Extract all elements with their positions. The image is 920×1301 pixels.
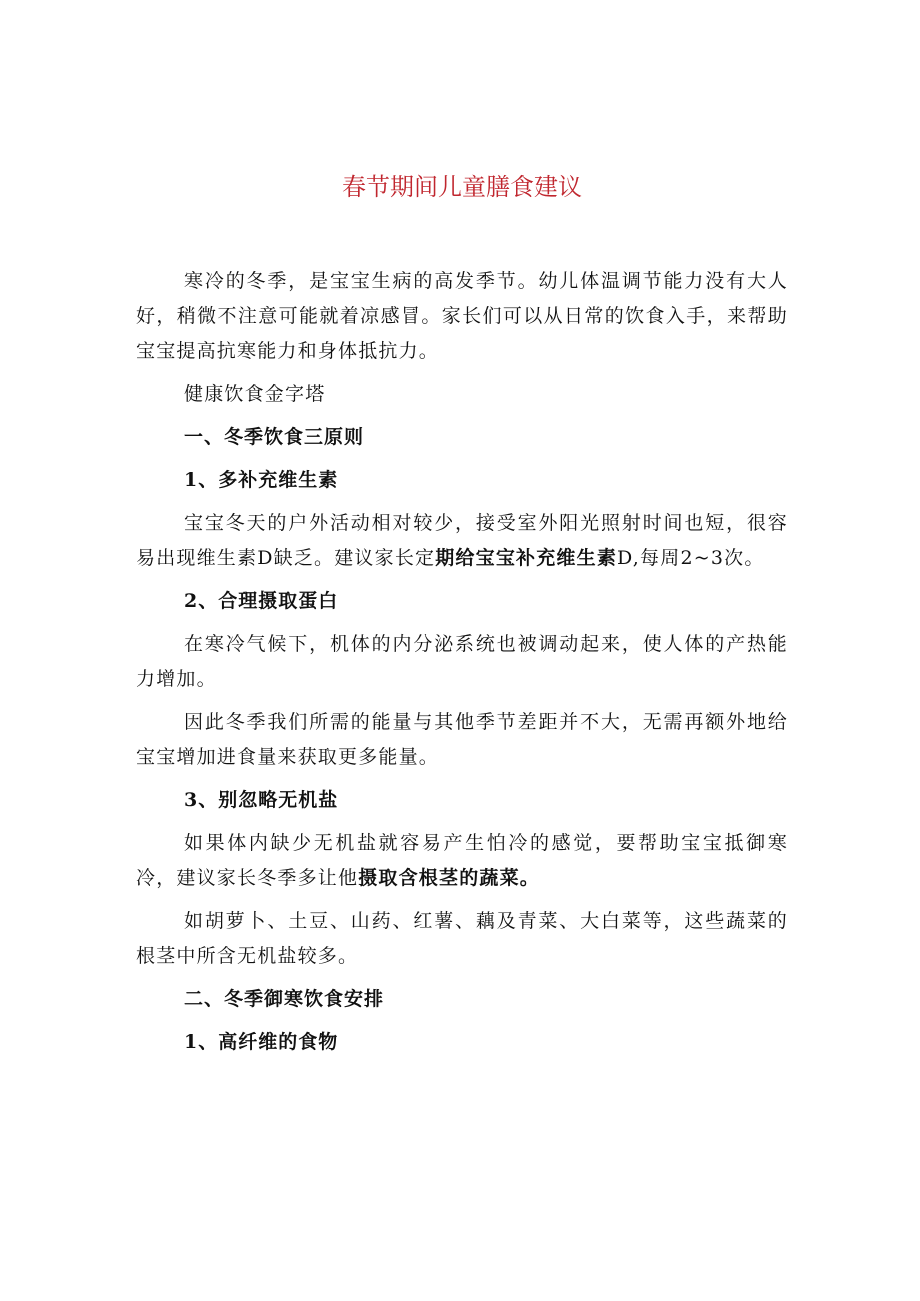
mineral-text-a: 如果体内缺少无机盐就容易产生怕冷的感觉，要帮助宝宝抵御寒冷，建议家长冬季多让他: [136, 832, 788, 889]
subheading-protein: 2、合理摄取蛋白: [184, 590, 339, 612]
page-title: 春节期间儿童膳食建议: [342, 173, 582, 201]
vitamin-text-b: D,每周2~3次。: [617, 547, 765, 569]
pyramid-line: 健康饮食金字塔: [184, 383, 326, 405]
vitamin-text-bold: 期给宝宝补充维生素: [435, 547, 618, 569]
subheading-vitamins: 1、多补充维生素: [184, 469, 339, 491]
subheading-fiber: 1、高纤维的食物: [184, 1031, 339, 1053]
mineral-paragraph-1: [136, 826, 788, 896]
section-heading-2: 二、冬季御寒饮食安排: [184, 988, 385, 1010]
section-heading-1: 一、冬季饮食三原则: [184, 426, 365, 448]
vitamin-paragraph: [136, 506, 788, 576]
intro-paragraph: 寒冷的冬季，是宝宝生病的高发季节。幼儿体温调节能力没有大人好，稍微不注意可能就着凉感冒。家长们可以从日常的饮食入手，来帮助宝宝提高抗寒能力和身体抵抗力。: [136, 270, 788, 362]
protein-paragraph-2: 因此冬季我们所需的能量与其他季节差距并不大，无需再额外地给宝宝增加进食量来获取更多能量。: [136, 711, 788, 768]
document-body: [136, 264, 788, 1068]
protein-paragraph-1: 在寒冷气候下，机体的内分泌系统也被调动起来，使人体的产热能力增加。: [136, 633, 788, 690]
subheading-minerals: 3、别忽略无机盐: [184, 789, 339, 811]
mineral-text-bold: 摄取含根茎的蔬菜。: [358, 867, 541, 889]
mineral-paragraph-2: 如胡萝卜、土豆、山药、红薯、藕及青菜、大白菜等，这些蔬菜的根茎中所含无机盐较多。: [136, 910, 788, 967]
vitamin-text-a: 宝宝冬天的户外活动相对较少，接受室外阳光照射时间也短，很容易出现维生素D缺乏。建议家长定: [136, 512, 788, 569]
